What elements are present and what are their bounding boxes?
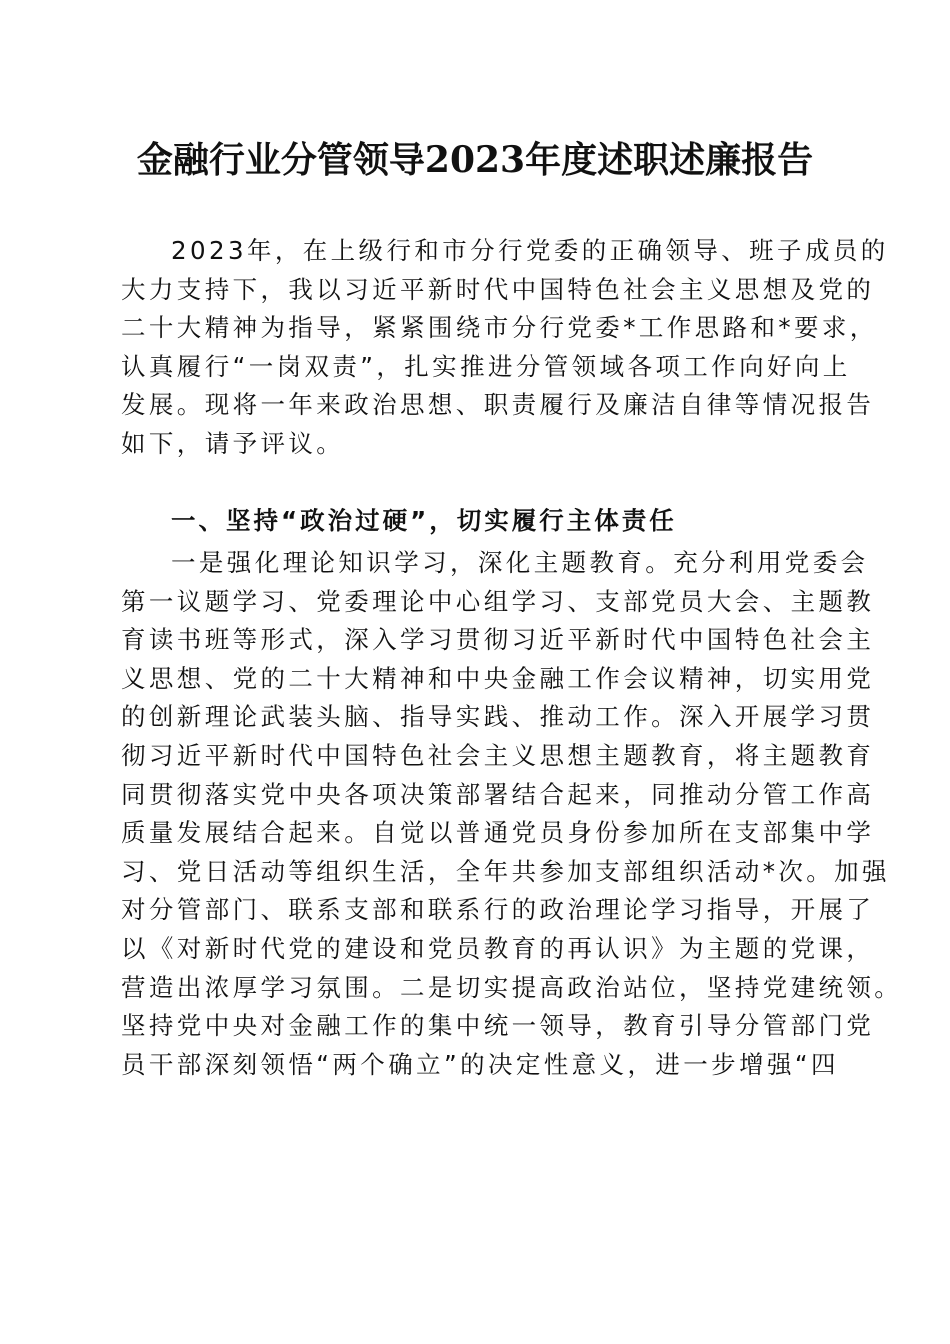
section-1-line: 的创新理论武装头脑、指导实践、推动工作。深入开展学习贯 [121,702,875,732]
intro-line: 2023年，在上级行和市分行党委的正确领导、班子成员的 [171,236,889,265]
section-1-line: 员干部深刻领悟“两个确立”的决定性意义，进一步增强“四 [121,1049,839,1079]
section-1-line: 一是强化理论知识学习，深化主题教育。充分利用党委会 [171,548,869,577]
document-title: 金融行业分管领导2023年度述职述廉报告 [136,139,814,181]
intro-line: 如下，请予评议。 [121,428,345,458]
section-1-line: 第一议题学习、党委理论中心组学习、支部党员大会、主题教 [121,586,875,616]
section-1-line: 坚持党中央对金融工作的集中统一领导，教育引导分管部门党 [121,1011,875,1041]
intro-line: 大力支持下，我以习近平新时代中国特色社会主义思想及党的 [121,274,875,304]
intro-line: 二十大精神为指导，紧紧围绕市分行党委*工作思路和*要求， [121,313,878,343]
section-1-line: 营造出浓厚学习氛围。二是切实提高政治站位，坚持党建统领。 [121,972,903,1002]
section-1-line: 义思想、党的二十大精神和中央金融工作会议精神，切实用党 [121,663,875,693]
section-1-line: 育读书班等形式，深入学习贯彻习近平新时代中国特色社会主 [121,625,875,655]
intro-line: 认真履行“一岗双责”，扎实推进分管领域各项工作向好向上 [121,351,851,381]
section-1-line: 对分管部门、联系支部和联系行的政治理论学习指导，开展了 [121,895,875,925]
section-1-line: 质量发展结合起来。自觉以普通党员身份参加所在支部集中学 [121,818,875,848]
intro-paragraph [121,232,889,464]
section-1-paragraph [121,544,903,1084]
section-1-line: 彻习近平新时代中国特色社会主义思想主题教育，将主题教育 [121,740,875,770]
section-1-line: 以《对新时代党的建设和党员教育的再认识》为主题的党课， [121,933,875,963]
section-1-heading: 一、坚持“政治过硬”，切实履行主体责任 [171,506,677,535]
section-1-line: 习、党日活动等组织生活，全年共参加支部组织活动*次。加强 [121,856,890,886]
section-1-line: 同贯彻落实党中央各项决策部署结合起来，同推动分管工作高 [121,779,875,809]
intro-line: 发展。现将一年来政治思想、职责履行及廉洁自律等情况报告 [121,390,875,420]
